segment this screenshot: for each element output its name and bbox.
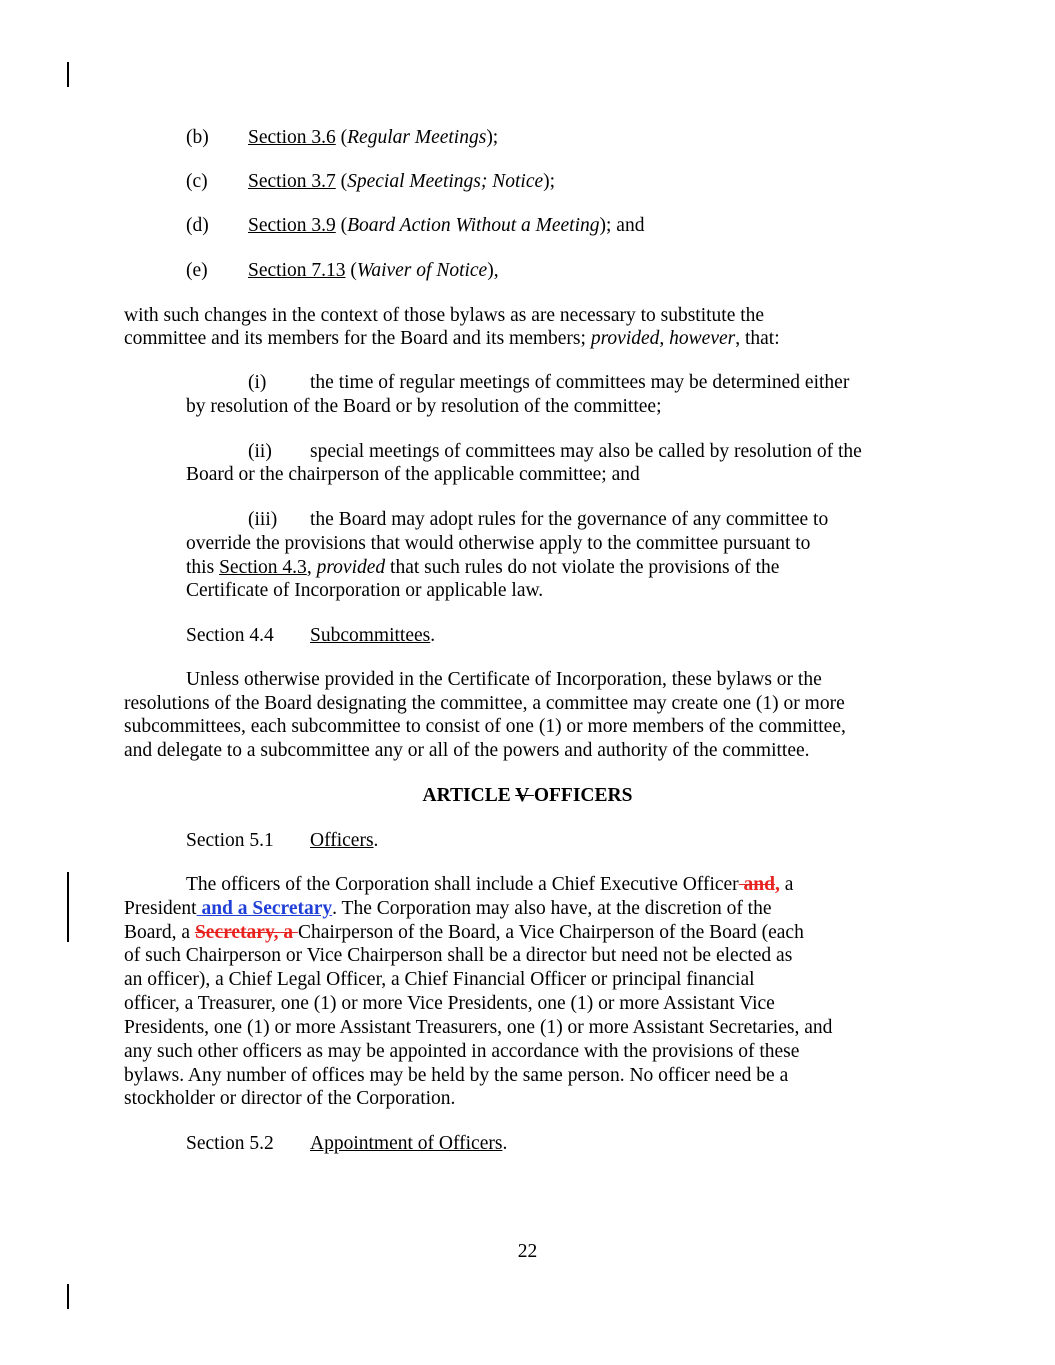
list-marker: (c) <box>186 171 208 192</box>
section-title: Officers <box>310 830 374 851</box>
list-item-e: (e) Section 7.13 (Waiver of Notice), <box>186 260 499 281</box>
section-ref: Section 7.13 <box>248 260 346 281</box>
paragraph-line: officer, a Treasurer, one (1) or more Vice Presidents, one (1) or more Assistant Vice <box>124 993 775 1014</box>
section-ref: Section 3.9 <box>248 215 336 236</box>
section-number: Section 5.1 <box>186 830 274 851</box>
list-marker: (b) <box>186 127 209 148</box>
page-number: 22 <box>517 1241 538 1262</box>
paragraph-line: any such other officers as may be appointed in accordance with the provisions of these <box>124 1041 800 1062</box>
paragraph-line: Certificate of Incorporation or applicable law. <box>186 580 544 601</box>
paragraph-line: with such changes in the context of those bylaws as are necessary to substitute the <box>124 305 765 326</box>
list-item-c: (c) Section 3.7 (Special Meetings; Notice); <box>186 171 556 192</box>
paragraph-line: The officers of the Corporation shall include a Chief Executive Officer and, a <box>186 874 794 895</box>
proviso-i: (i) the time of regular meetings of committees may be determined either <box>248 372 850 393</box>
proviso-marker: (i) <box>248 372 267 393</box>
section-ref: Section 3.7 <box>248 171 336 192</box>
section-heading-5-2: Section 5.2 Appointment of Officers. <box>186 1133 508 1154</box>
section-title: Subcommittees <box>310 625 431 646</box>
paragraph-line: this Section 4.3, provided that such rules do not violate the provisions of the <box>186 557 780 578</box>
list-item-d: (d) Section 3.9 (Board Action Without a Meeting); and <box>186 215 645 236</box>
paragraph-line: Board or the chairperson of the applicable committee; and <box>186 464 640 485</box>
section-heading-4-4: Section 4.4 Subcommittees. <box>186 625 436 646</box>
section-ref: Section 4.3 <box>219 557 307 578</box>
proviso-ii: (ii) special meetings of committees may also be called by resolution of the <box>248 441 862 462</box>
paragraph-line: President and a Secretary. The Corporation may also have, at the discretion of the <box>124 898 772 919</box>
section-number: Section 5.2 <box>186 1133 274 1154</box>
list-item-b: (b) Section 3.6 (Regular Meetings); <box>186 127 499 148</box>
paragraph-line: subcommittees, each subcommittee to consist of one (1) or more members of the committee, <box>124 716 846 737</box>
deleted-text: V <box>515 785 534 806</box>
paragraph-line: resolutions of the Board designating the committee, a committee may create one (1) or more <box>124 693 845 714</box>
section-title: Special Meetings; Notice <box>347 171 544 192</box>
proviso-marker: (iii) <box>248 509 278 530</box>
list-marker: (d) <box>186 215 209 236</box>
paragraph-line: of such Chairperson or Vice Chairperson shall be a director but need not be elected as <box>124 945 793 966</box>
proviso-marker: (ii) <box>248 441 272 462</box>
change-bar-bottom <box>67 1284 69 1309</box>
deleted-text: and <box>738 874 775 895</box>
inserted-text: and a Secretary <box>196 898 333 919</box>
paragraph-line: Unless otherwise provided in the Certificate of Incorporation, these bylaws or the <box>186 669 822 690</box>
change-bar-top <box>67 62 69 87</box>
paragraph-line: stockholder or director of the Corporation. <box>124 1088 456 1109</box>
section-ref: Section 3.6 <box>248 127 336 148</box>
section-number: Section 4.4 <box>186 625 274 646</box>
paragraph-line: Presidents, one (1) or more Assistant Treasurers, one (1) or more Assistant Secretaries, and <box>124 1017 833 1038</box>
section-title: Appointment of Officers <box>310 1133 503 1154</box>
inserted-text: , <box>775 874 780 895</box>
article-heading: ARTICLE V OFFICERS <box>422 785 633 806</box>
paragraph-line: an officer), a Chief Legal Officer, a Chief Financial Officer or principal financial <box>124 969 755 990</box>
change-bar-officers <box>67 872 69 942</box>
section-title: Board Action Without a Meeting <box>347 215 600 236</box>
section-title: Waiver of Notice <box>356 260 488 281</box>
paragraph-line: committee and its members for the Board and its members; provided, however, that: <box>124 328 780 349</box>
paragraph-line: bylaws. Any number of offices may be held by the same person. No officer need be a <box>124 1065 789 1086</box>
paragraph-line: Board, a Secretary, a Chairperson of the Board, a Vice Chairperson of the Board (each <box>124 922 804 943</box>
paragraph-line: override the provisions that would otherwise apply to the committee pursuant to <box>186 533 811 554</box>
paragraph-line: and delegate to a subcommittee any or all of the powers and authority of the committee. <box>124 740 810 761</box>
section-title: Regular Meetings <box>347 127 487 148</box>
proviso-iii: (iii) the Board may adopt rules for the governance of any committee to <box>248 509 829 530</box>
list-marker: (e) <box>186 260 208 281</box>
deleted-text: Secretary, a <box>194 922 298 943</box>
section-heading-5-1: Section 5.1 Officers. <box>186 830 379 851</box>
paragraph-line: by resolution of the Board or by resolution of the committee; <box>186 396 662 417</box>
